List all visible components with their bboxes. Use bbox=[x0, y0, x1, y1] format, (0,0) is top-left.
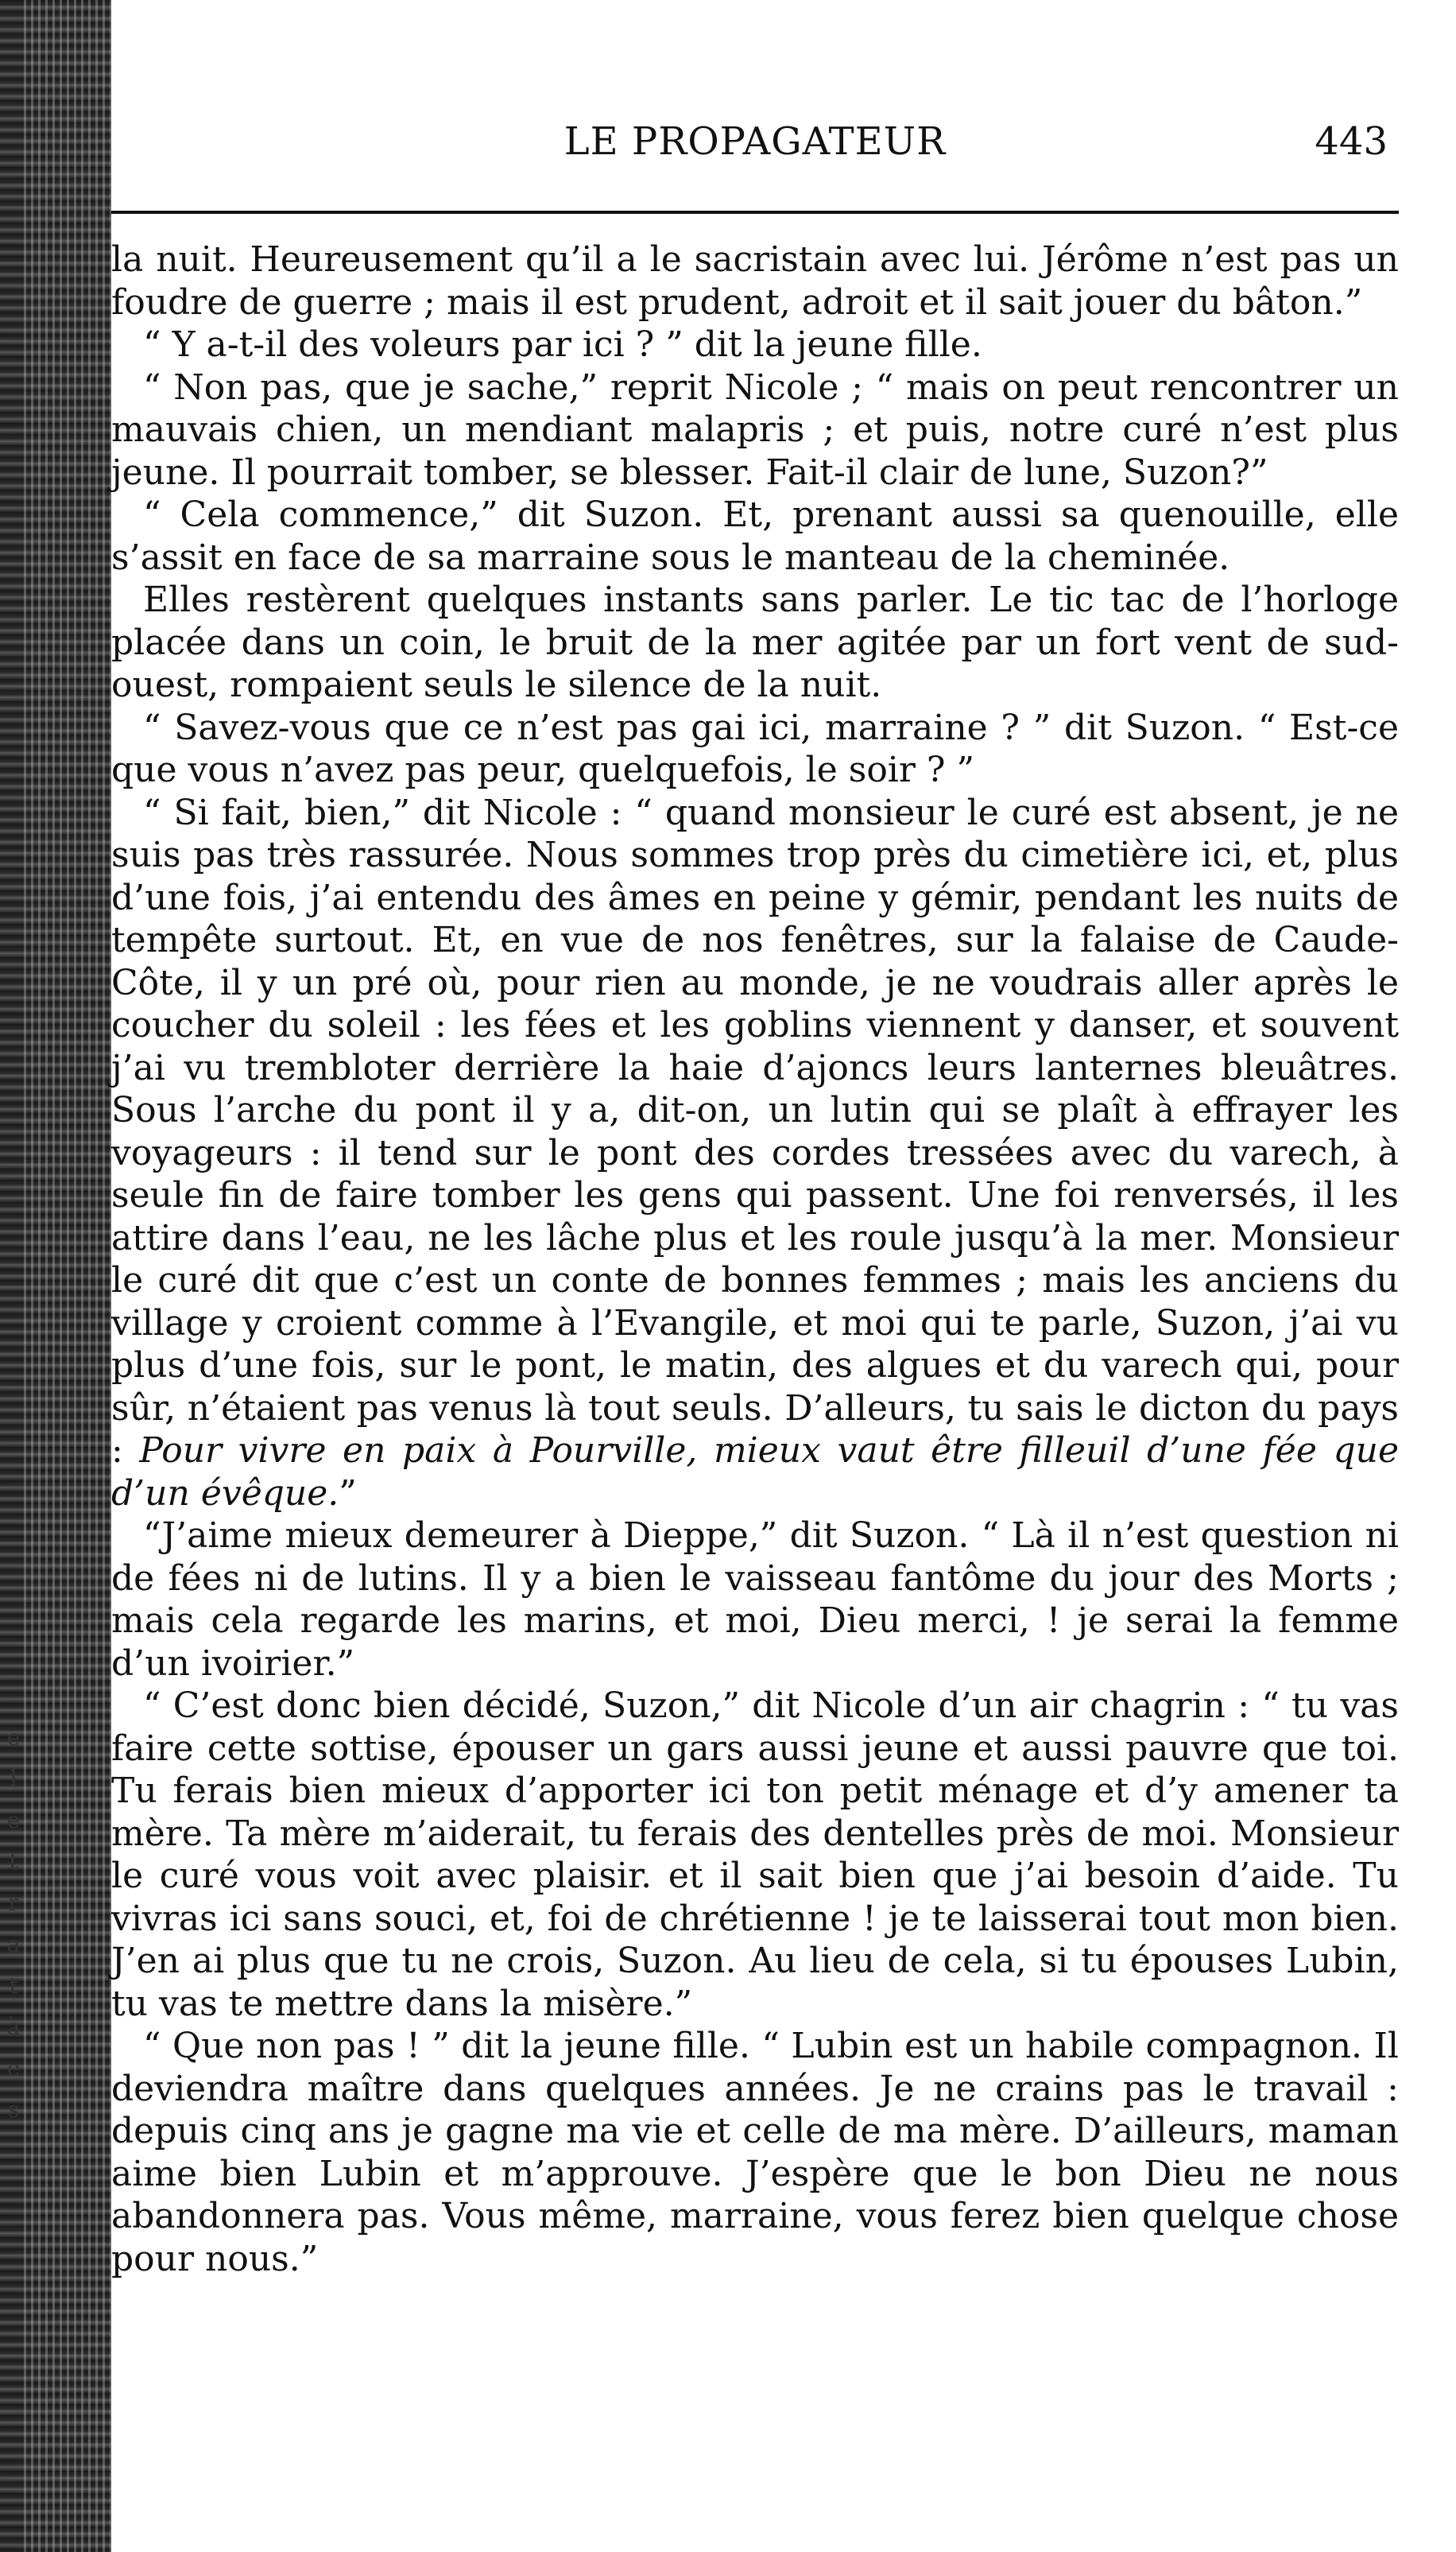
edge-fragment: t bbox=[9, 1972, 18, 1999]
paragraph: “ Que non pas ! ” dit la jeune fille. “ Lubin est un habile compagnon. Il deviendra maître dans quelques années. Je ne crains pas le travail : depuis cinq ans je gagne ma vie et celle de ma mère. D’ailleurs, maman aime bien Lubin et m’approuve. J’espère que le bon Dieu ne nous abandonnera pas. Vous même, marraine, vous ferez bien quelque chose pour nous.” bbox=[111, 2026, 1399, 2279]
edge-fragment: à bbox=[6, 2014, 21, 2040]
paragraph: “J’aime mieux demeurer à Dieppe,” dit Suzon. “ Là il n’est question ni de fées ni de lutins. Il y a bien le vaisseau fantôme du jour des Morts ; mais cela regarde les marins, et moi, Dieu merci, ! je serai la femme d’un ivoirier.” bbox=[111, 1515, 1399, 1684]
paragraph: “ Cela commence,” dit Suzon. Et, prenant aussi sa quenouille, elle s’assit en face de sa marraine sous le manteau de la cheminée. bbox=[111, 494, 1399, 578]
edge-fragment: l bbox=[10, 1766, 17, 1792]
edge-fragment: s bbox=[7, 2096, 20, 2123]
paragraph: la nuit. Heureusement qu’il a le sacristain avec lui. Jérôme n’est pas un foudre de guerre ; mais il est prudent, adroit et il sait jouer du bâton.” bbox=[111, 239, 1399, 323]
header-rule bbox=[111, 211, 1399, 214]
page-header bbox=[111, 119, 1399, 175]
page-number: 443 bbox=[1315, 119, 1388, 164]
binding-gutter bbox=[0, 0, 111, 2552]
paragraph-text: “ Si fait, bien,” dit Nicole : “ quand monsieur le curé est absent, je ne suis pas très rassurée. Nous sommes trop près du cimetière ici, et, plus d’une fois, j’ai entendu des âmes en peine y gémir, pendant les nuits de tempête surtout. Et, en vue de nos fenêtres, sur la falaise de Caude-Côte, il y un pré où, pour rien au monde, je ne voudrais aller après le coucher du soleil : les fées et les goblins viennent y danser, et souvent j’ai vu trembloter derrière la haie d’ajoncs leurs lanternes bleuâtres. Sous l’arche du pont il y a, dit-on, un lutin qui se plaît à effrayer les voyageurs : il tend sur le pont des cordes tressées avec du varech, à seule fin de faire tomber les gens qui passent. Une foi renversés, il les attire dans l’eau, ne les lâche plus et les roule jusqu’à la mer. Monsieur le curé dit que c’est un conte de bonnes femmes ; mais les anciens du village y croient comme à l’Evangile, et moi qui te parle, Suzon, j’ai vu plus d’une fois, sur le pont, le matin, des algues et du varech qui, pour sûr, n’étaient pas venus là tout seuls. D’alleurs, tu sais le dicton du pays : bbox=[111, 792, 1399, 1471]
paragraph: “ Non pas, que je sache,” reprit Nicole ; “ mais on peut rencontrer un mauvais chien, un mendiant malapris ; et puis, notre curé n’est plus jeune. Il pourrait tomber, se blesser. Fait-il clair de lune, Suzon?” bbox=[111, 367, 1399, 493]
paragraph: Elles restèrent quelques instants sans parler. Le tic tac de l’horloge placée dans un coin, le bruit de la mer agitée par un fort vent de sud-ouest, rompaient seuls le silence de la nuit. bbox=[111, 580, 1399, 705]
proverb-italic: Pour vivre en paix à Pourville, mieux vaut être filleuil d’une fée que d’un évêque. bbox=[111, 1430, 1399, 1514]
running-title: LE PROPAGATEUR bbox=[563, 119, 947, 164]
edge-fragment: a bbox=[6, 1931, 21, 1957]
closing-quote: ” bbox=[339, 1472, 357, 1514]
page-body bbox=[111, 239, 1399, 2280]
edge-fragment: r bbox=[8, 1890, 19, 1916]
edge-fragment: t bbox=[9, 1848, 18, 1875]
paragraph: “ Y a-t-il des voleurs par ici ? ” dit la jeune fille. bbox=[143, 324, 982, 365]
edge-fragment: e bbox=[6, 1724, 21, 1751]
paragraph: “ Savez-vous que ce n’est pas gai ici, marraine ? ” dit Suzon. “ Est-ce que vous n’avez pas peur, quelquefois, le soir ? ” bbox=[111, 707, 1399, 790]
paragraph bbox=[111, 792, 1399, 1515]
edge-fragment: e bbox=[6, 1807, 21, 1833]
edge-fragment: e bbox=[6, 2055, 21, 2081]
paragraph: “ C’est donc bien décidé, Suzon,” dit Nicole d’un air chagrin : “ tu vas faire cette sottise, épouser un gars aussi jeune et aussi pauvre que toi. Tu ferais bien mieux d’apporter ici ton petit ménage et d’y amener ta mère. Ta mère m’aiderait, tu ferais des dentelles près de moi. Monsieur le curé vous voit avec plaisir. et il sait bien que j’ai besoin d’aide. Tu vivras ici sans souci, et, foi de chrétienne ! je te laisserai tout mon bien. J’en ai plus que tu ne crois, Suzon. Au lieu de cela, si tu épouses Lubin, tu vas te mettre dans la misère.” bbox=[111, 1685, 1399, 2024]
adjacent-page-fragments bbox=[3, 1717, 24, 2131]
